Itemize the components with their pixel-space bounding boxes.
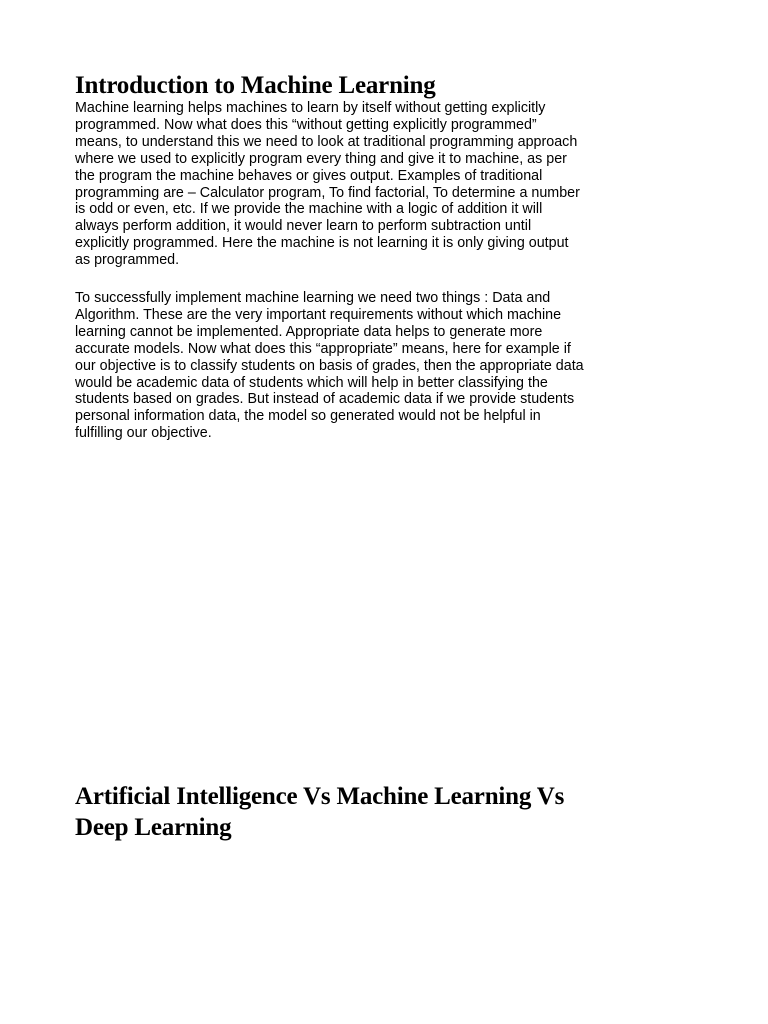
- text-line: Algorithm. These are the very important requirements without which machine: [75, 306, 562, 323]
- paragraph-intro: [75, 100, 580, 269]
- section-heading-intro-ml: Introduction to Machine Learning: [75, 72, 436, 99]
- text-line: our objective is to classify students on basis of grades, then the appropriate data: [75, 357, 584, 374]
- heading-line: Artificial Intelligence Vs Machine Learning Vs: [75, 783, 565, 810]
- section-heading-ai-vs-ml-vs-dl: [75, 781, 715, 843]
- text-line: learning cannot be implemented. Appropriate data helps to generate more: [75, 323, 543, 340]
- text-line: students based on grades. But instead of academic data if we provide students: [75, 391, 575, 408]
- text-line: always perform addition, it would never learn to perform subtraction until: [75, 218, 532, 235]
- text-line: means, to understand this we need to look at traditional programming approach: [75, 133, 578, 150]
- text-line: where we used to explicitly program every thing and give it to machine, as per: [75, 150, 567, 167]
- text-line: personal information data, the model so generated would not be helpful in: [75, 408, 541, 425]
- text-line: would be academic data of students which will help in better classifying the: [75, 374, 548, 391]
- text-line: programmed. Now what does this “without getting explicitly programmed”: [75, 116, 537, 133]
- text-line: the program the machine behaves or gives output. Examples of traditional: [75, 167, 543, 184]
- text-line: is odd or even, etc. If we provide the machine with a logic of addition it will: [75, 201, 543, 218]
- text-line: accurate models. Now what does this “appropriate” means, here for example if: [75, 340, 571, 357]
- text-line: To successfully implement machine learning we need two things : Data and: [75, 290, 551, 306]
- text-line: fulfilling our objective.: [75, 425, 212, 442]
- heading-line: Deep Learning: [75, 814, 232, 841]
- paragraph-data-and-algorithm: [75, 290, 584, 442]
- text-line: programming are – Calculator program, To find factorial, To determine a number: [75, 184, 580, 201]
- text-line: Machine learning helps machines to learn by itself without getting explicitly: [75, 100, 546, 116]
- text-line: as programmed.: [75, 252, 180, 269]
- text-line: explicitly programmed. Here the machine is not learning it is only giving output: [75, 235, 569, 252]
